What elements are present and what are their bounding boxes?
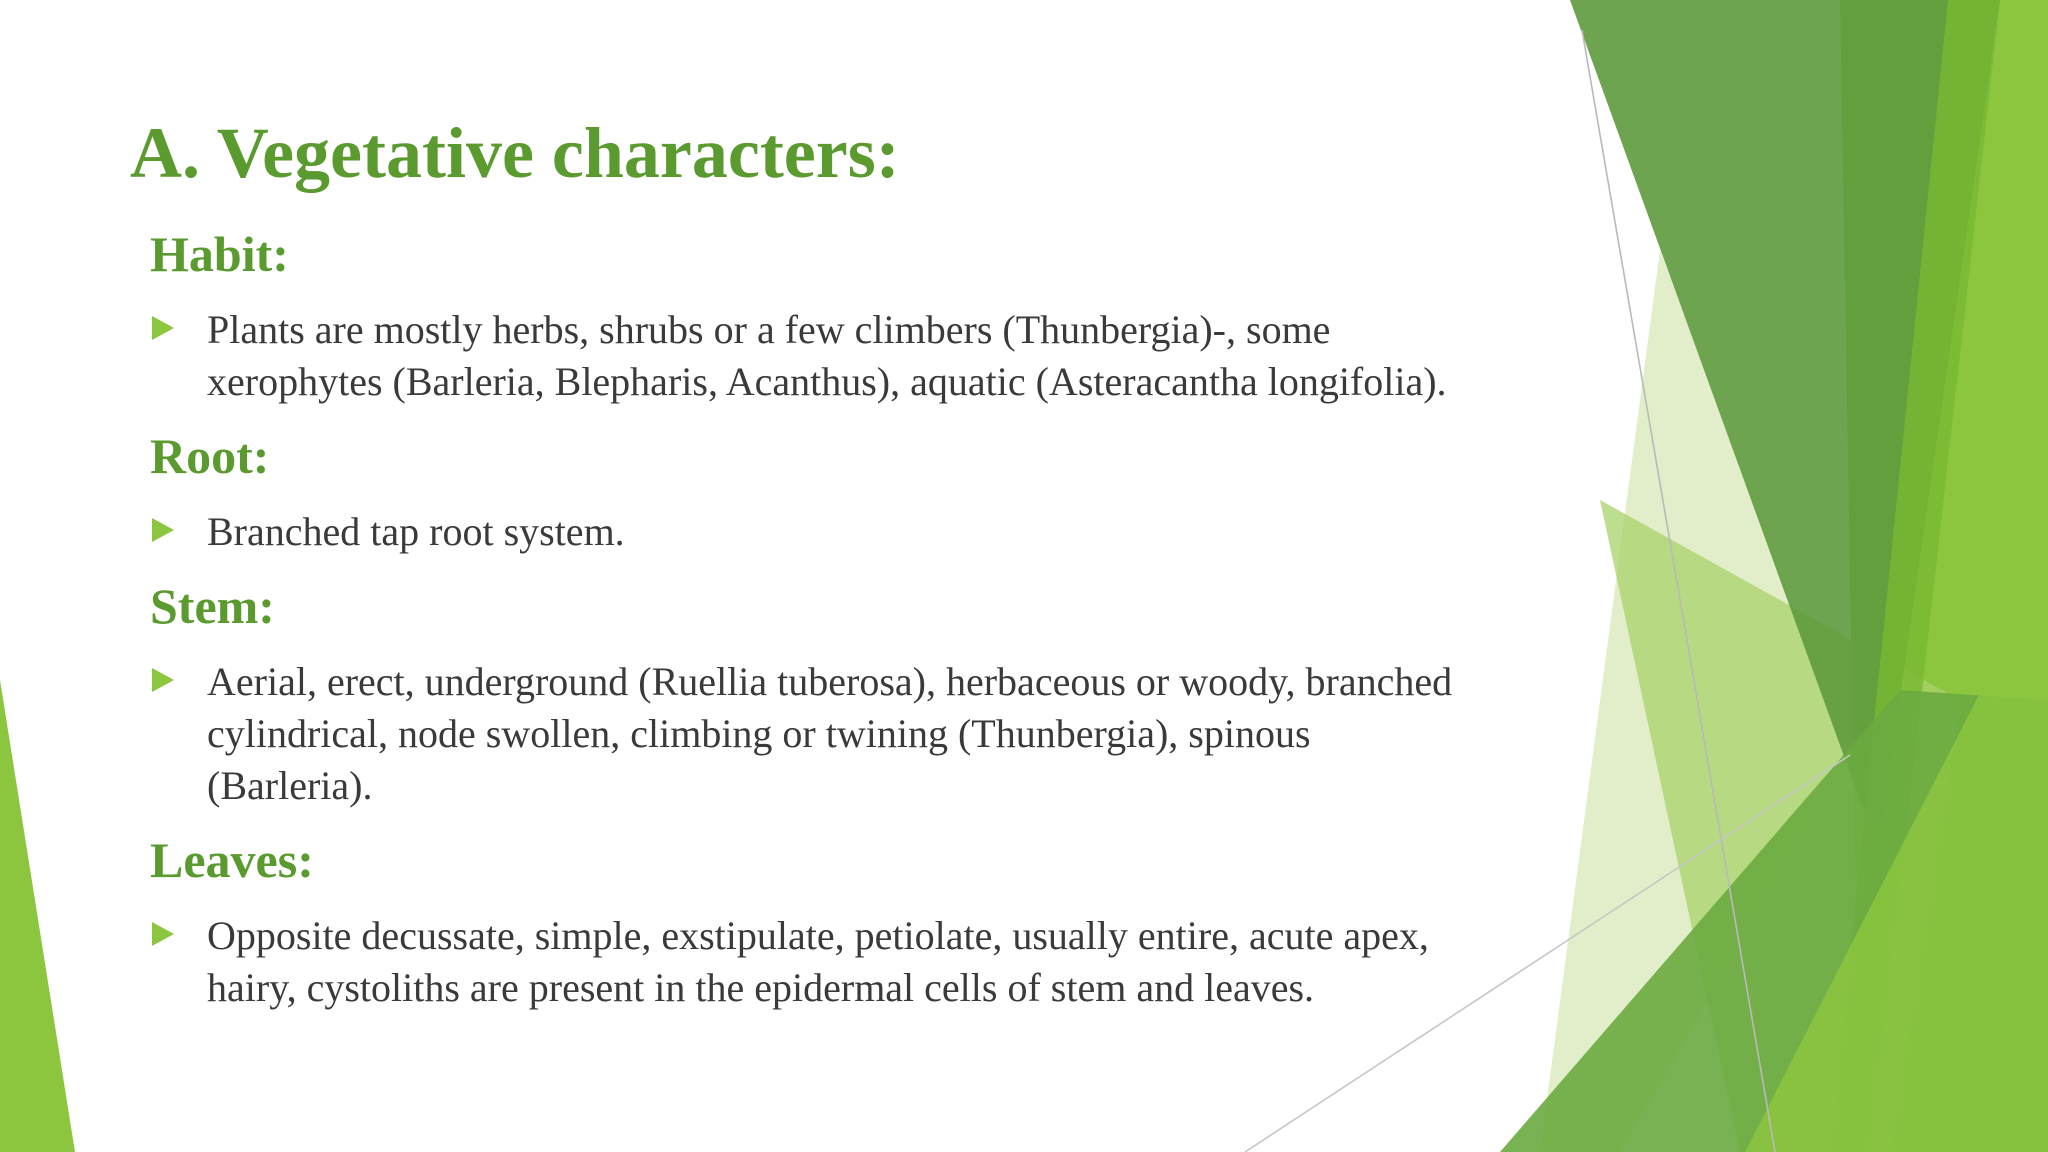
slide-title: A. Vegetative characters: xyxy=(130,113,900,193)
left-edge-shape xyxy=(0,680,75,1152)
bullet-triangle-icon xyxy=(152,518,174,542)
bullet-text-line: Aerial, erect, underground (Ruellia tuberosa), herbaceous or woody, branched xyxy=(207,659,1453,704)
bullet-text-line: (Barleria). xyxy=(207,763,373,808)
bullet-item-habit xyxy=(150,304,1550,408)
content-area xyxy=(150,220,1550,1028)
bullet-item-stem xyxy=(150,656,1550,812)
bullet-text-line: cylindrical, node swollen, climbing or twining (Thunbergia), spinous xyxy=(207,711,1311,756)
bullet-triangle-icon xyxy=(152,922,174,946)
bullet-triangle-icon xyxy=(152,316,174,340)
bullet-triangle-icon xyxy=(152,668,174,692)
bullet-text-line: xerophytes (Barleria, Blepharis, Acanthus), aquatic (Asteracantha longifolia). xyxy=(207,359,1447,404)
section-heading-root: Root: xyxy=(150,428,270,484)
section-heading-stem: Stem: xyxy=(150,578,275,634)
section-heading-habit: Habit: xyxy=(150,226,289,282)
section-heading-leaves: Leaves: xyxy=(150,832,314,888)
bullet-text-line: Plants are mostly herbs, shrubs or a few climbers (Thunbergia)-, some xyxy=(207,307,1331,352)
bullet-text-line: hairy, cystoliths are present in the epidermal cells of stem and leaves. xyxy=(207,965,1315,1010)
bullet-text-line: Opposite decussate, simple, exstipulate, petiolate, usually entire, acute apex, xyxy=(207,913,1429,958)
bullet-item-root xyxy=(150,506,1550,558)
bullet-text-line: Branched tap root system. xyxy=(207,509,625,554)
bullet-item-leaves xyxy=(150,910,1550,1014)
